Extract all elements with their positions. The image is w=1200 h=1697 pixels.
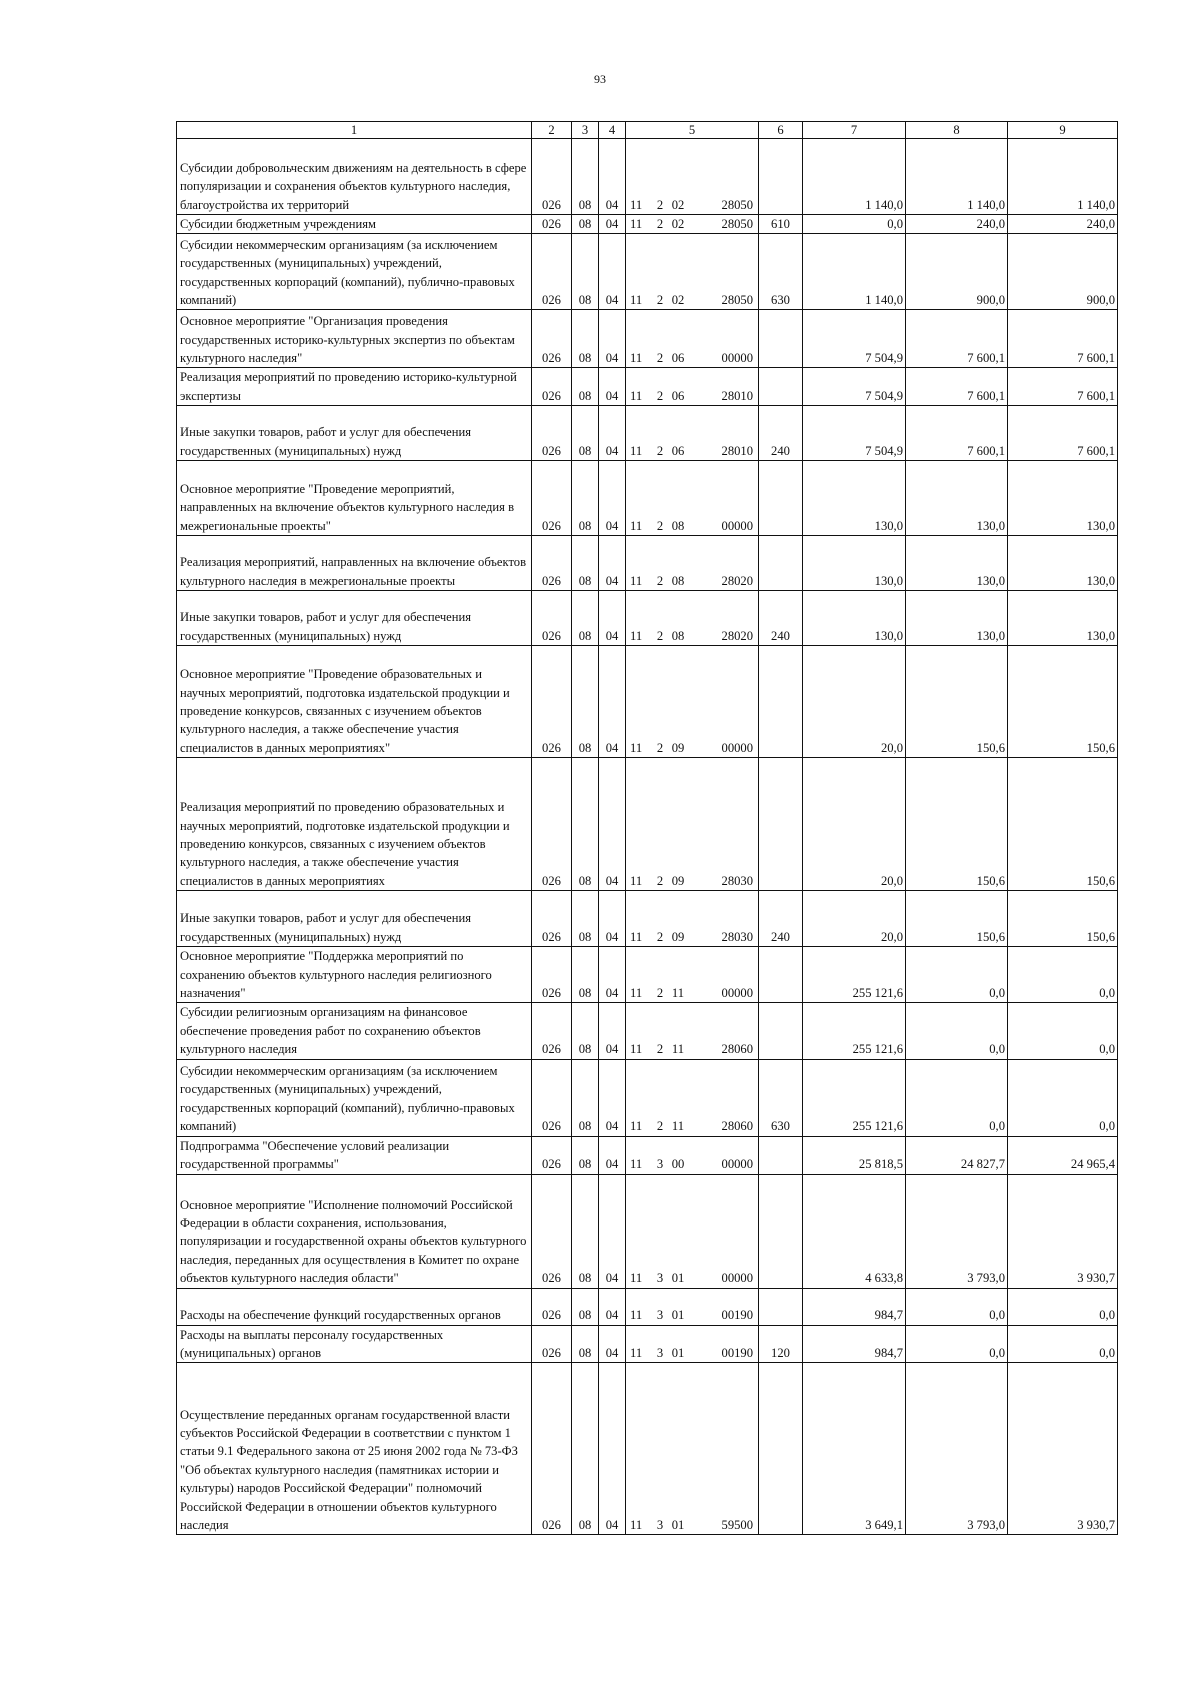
csr-part: 3 — [656, 1271, 664, 1286]
csr-part: 00190 — [721, 1346, 753, 1361]
cell-year1: 7 504,9 — [803, 406, 906, 461]
cell-year2: 0,0 — [906, 1059, 1008, 1136]
cell-csr — [626, 368, 759, 406]
cell-year1: 130,0 — [803, 461, 906, 536]
cell-year2: 0,0 — [906, 1288, 1008, 1325]
row-name: Расходы на обеспечение функций государственных органов — [177, 1288, 532, 1325]
page-number: 93 — [594, 72, 606, 86]
csr-part: 11 — [630, 929, 643, 944]
column-header: 2 — [532, 122, 572, 139]
table-row — [177, 1059, 1118, 1136]
csr-part: 11 — [630, 628, 643, 643]
column-header: 3 — [572, 122, 599, 139]
csr-part: 00000 — [721, 351, 753, 365]
cell-year2: 24 827,7 — [906, 1136, 1008, 1174]
cell-pr: 04 — [599, 1003, 626, 1059]
row-name: Реализация мероприятий по проведению образовательных и научных мероприятий, подготовке издательской продукции и проведению конкурсов, связанных с изучением объектов культурного наследия, а также обеспечение участия специалистов в данных мероприятиях — [177, 758, 532, 891]
cell-year3: 1 140,0 — [1008, 139, 1118, 215]
cell-vr — [759, 310, 803, 368]
csr-part: 00000 — [721, 740, 753, 755]
csr-part: 06 — [671, 388, 685, 403]
cell-gr: 026 — [532, 947, 572, 1003]
table-row — [177, 1363, 1118, 1535]
cell-pr: 04 — [599, 406, 626, 461]
row-name: Реализация мероприятий по проведению историко-культурной экспертизы — [177, 368, 532, 406]
cell-rz: 08 — [572, 234, 599, 310]
csr-part: 2 — [656, 873, 664, 888]
cell-gr: 026 — [532, 891, 572, 947]
cell-gr: 026 — [532, 1003, 572, 1059]
cell-year2: 900,0 — [906, 234, 1008, 310]
cell-rz: 08 — [572, 406, 599, 461]
row-name: Основное мероприятие "Проведение мероприятий, направленных на включение объектов культурного наследия в межрегиональные проекты" — [177, 461, 532, 536]
cell-pr: 04 — [599, 368, 626, 406]
csr-part: 28010 — [721, 443, 753, 458]
table-row — [177, 591, 1118, 646]
cell-rz: 08 — [572, 891, 599, 947]
csr-part: 2 — [656, 1119, 664, 1134]
table-row — [177, 368, 1118, 406]
cell-year3: 150,6 — [1008, 758, 1118, 891]
cell-vr — [759, 1136, 803, 1174]
row-name: Иные закупки товаров, работ и услуг для обеспечения государственных (муниципальных) нужд — [177, 891, 532, 947]
csr-part: 00000 — [721, 986, 753, 1001]
cell-year2: 7 600,1 — [906, 368, 1008, 406]
csr-part: 00000 — [721, 518, 753, 533]
cell-vr — [759, 1363, 803, 1535]
cell-vr — [759, 1174, 803, 1288]
cell-csr — [626, 310, 759, 368]
csr-part: 06 — [671, 351, 685, 365]
column-header: 1 — [177, 122, 532, 139]
cell-year1: 1 140,0 — [803, 139, 906, 215]
cell-year1: 255 121,6 — [803, 1003, 906, 1059]
csr-part: 11 — [630, 351, 643, 365]
csr-part: 28050 — [721, 217, 753, 231]
budget-table — [176, 121, 1118, 1535]
cell-pr: 04 — [599, 1363, 626, 1535]
csr-part: 28060 — [721, 1119, 753, 1134]
cell-year1: 255 121,6 — [803, 1059, 906, 1136]
cell-pr: 04 — [599, 1136, 626, 1174]
cell-rz: 08 — [572, 1288, 599, 1325]
cell-year2: 150,6 — [906, 646, 1008, 758]
csr-part: 28060 — [721, 1042, 753, 1057]
csr-part: 11 — [630, 1271, 643, 1286]
cell-pr: 04 — [599, 646, 626, 758]
cell-year1: 20,0 — [803, 646, 906, 758]
cell-year3: 7 600,1 — [1008, 310, 1118, 368]
table-row — [177, 406, 1118, 461]
cell-pr: 04 — [599, 139, 626, 215]
cell-gr: 026 — [532, 1363, 572, 1535]
table-row — [177, 1136, 1118, 1174]
cell-csr — [626, 646, 759, 758]
csr-part: 11 — [630, 1157, 643, 1172]
row-name: Основное мероприятие "Организация проведения государственных историко-культурных экспертиз по объектам культурного наследия" — [177, 310, 532, 368]
row-name: Иные закупки товаров, работ и услуг для обеспечения государственных (муниципальных) нужд — [177, 591, 532, 646]
cell-rz: 08 — [572, 1325, 599, 1363]
cell-csr — [626, 215, 759, 234]
csr-part: 11 — [630, 740, 643, 755]
cell-year3: 150,6 — [1008, 646, 1118, 758]
cell-gr: 026 — [532, 646, 572, 758]
row-name: Субсидии бюджетным учреждениям — [177, 215, 532, 234]
cell-year2: 130,0 — [906, 591, 1008, 646]
table-row — [177, 461, 1118, 536]
row-name: Субсидии некоммерческим организациям (за исключением государственных (муниципальных) учреждений, государственных корпораций (компаний), публично-правовых компаний) — [177, 234, 532, 310]
csr-part: 11 — [630, 518, 643, 533]
cell-rz: 08 — [572, 536, 599, 591]
cell-year2: 1 140,0 — [906, 139, 1008, 215]
cell-year3: 24 965,4 — [1008, 1136, 1118, 1174]
cell-year3: 240,0 — [1008, 215, 1118, 234]
csr-part: 11 — [630, 293, 643, 307]
csr-part: 3 — [656, 1157, 664, 1172]
csr-part: 11 — [630, 1119, 643, 1134]
cell-rz: 08 — [572, 1136, 599, 1174]
csr-part: 2 — [656, 929, 664, 944]
csr-part: 2 — [656, 1042, 664, 1057]
csr-part: 11 — [671, 1119, 685, 1134]
cell-vr: 630 — [759, 1059, 803, 1136]
csr-part: 02 — [671, 217, 685, 231]
table-row — [177, 947, 1118, 1003]
cell-year3: 3 930,7 — [1008, 1363, 1118, 1535]
cell-gr: 026 — [532, 139, 572, 215]
csr-part: 01 — [671, 1308, 685, 1323]
cell-vr — [759, 368, 803, 406]
cell-gr: 026 — [532, 406, 572, 461]
table-body — [177, 139, 1118, 1535]
csr-part: 09 — [671, 740, 685, 755]
row-name: Основное мероприятие "Исполнение полномочий Российской Федерации в области сохранения, использования, популяризации и государственной охраны объектов культурного наследия, переданных для осуществления в Комитет по охране объектов культурного наследия области" — [177, 1174, 532, 1288]
table-row — [177, 646, 1118, 758]
row-name: Подпрограмма "Обеспечение условий реализации государственной программы" — [177, 1136, 532, 1174]
csr-part: 11 — [630, 1346, 643, 1361]
table-row — [177, 310, 1118, 368]
cell-vr — [759, 947, 803, 1003]
cell-year1: 984,7 — [803, 1288, 906, 1325]
cell-year1: 1 140,0 — [803, 234, 906, 310]
csr-part: 01 — [671, 1346, 685, 1361]
cell-year2: 130,0 — [906, 536, 1008, 591]
cell-gr: 026 — [532, 461, 572, 536]
cell-year3: 0,0 — [1008, 1059, 1118, 1136]
csr-part: 11 — [671, 1042, 685, 1057]
csr-part: 11 — [630, 1518, 643, 1533]
cell-rz: 08 — [572, 1174, 599, 1288]
cell-year3: 3 930,7 — [1008, 1174, 1118, 1288]
cell-rz: 08 — [572, 368, 599, 406]
cell-rz: 08 — [572, 758, 599, 891]
csr-part: 2 — [656, 573, 664, 588]
cell-year1: 20,0 — [803, 891, 906, 947]
row-name: Основное мероприятие "Поддержка мероприятий по сохранению объектов культурного наследия религиозного назначения" — [177, 947, 532, 1003]
csr-part: 28030 — [721, 929, 753, 944]
cell-year1: 25 818,5 — [803, 1136, 906, 1174]
row-name: Субсидии религиозным организациям на финансовое обеспечение проведения работ по сохранению объектов культурного наследия — [177, 1003, 532, 1059]
cell-gr: 026 — [532, 310, 572, 368]
column-header: 9 — [1008, 122, 1118, 139]
cell-csr — [626, 1288, 759, 1325]
cell-year3: 0,0 — [1008, 1325, 1118, 1363]
csr-part: 06 — [671, 443, 685, 458]
csr-part: 11 — [630, 217, 643, 231]
cell-gr: 026 — [532, 1136, 572, 1174]
cell-year2: 150,6 — [906, 758, 1008, 891]
cell-rz: 08 — [572, 1363, 599, 1535]
cell-pr: 04 — [599, 947, 626, 1003]
cell-rz: 08 — [572, 591, 599, 646]
cell-year3: 900,0 — [1008, 234, 1118, 310]
cell-csr — [626, 1059, 759, 1136]
cell-gr: 026 — [532, 1288, 572, 1325]
cell-vr — [759, 758, 803, 891]
cell-year1: 130,0 — [803, 536, 906, 591]
csr-part: 08 — [671, 628, 685, 643]
csr-part: 11 — [630, 986, 643, 1001]
cell-year1: 984,7 — [803, 1325, 906, 1363]
csr-part: 2 — [656, 217, 664, 231]
csr-part: 11 — [630, 388, 643, 403]
cell-gr: 026 — [532, 1325, 572, 1363]
cell-csr — [626, 536, 759, 591]
csr-part: 28010 — [721, 388, 753, 403]
cell-year1: 7 504,9 — [803, 368, 906, 406]
row-name: Субсидии добровольческим движениям на деятельность в сфере популяризации и сохранения объектов культурного наследия, благоустройства их территорий — [177, 139, 532, 215]
csr-part: 09 — [671, 873, 685, 888]
cell-year2: 7 600,1 — [906, 406, 1008, 461]
cell-pr: 04 — [599, 461, 626, 536]
csr-part: 08 — [671, 573, 685, 588]
table-row — [177, 1003, 1118, 1059]
cell-vr — [759, 139, 803, 215]
cell-year1: 3 649,1 — [803, 1363, 906, 1535]
csr-part: 00000 — [721, 1271, 753, 1286]
table-row — [177, 1288, 1118, 1325]
csr-part: 02 — [671, 197, 685, 212]
csr-part: 28050 — [721, 293, 753, 307]
cell-csr — [626, 1003, 759, 1059]
column-header: 4 — [599, 122, 626, 139]
csr-part: 2 — [656, 388, 664, 403]
cell-pr: 04 — [599, 1174, 626, 1288]
cell-csr — [626, 1136, 759, 1174]
cell-pr: 04 — [599, 1288, 626, 1325]
table-row — [177, 536, 1118, 591]
cell-pr: 04 — [599, 591, 626, 646]
cell-gr: 026 — [532, 215, 572, 234]
cell-rz: 08 — [572, 215, 599, 234]
cell-vr: 630 — [759, 234, 803, 310]
cell-year2: 130,0 — [906, 461, 1008, 536]
table-row — [177, 758, 1118, 891]
cell-rz: 08 — [572, 139, 599, 215]
csr-part: 3 — [656, 1308, 664, 1323]
csr-part: 11 — [671, 986, 685, 1001]
csr-part: 11 — [630, 197, 643, 212]
cell-rz: 08 — [572, 310, 599, 368]
cell-vr — [759, 646, 803, 758]
csr-part: 2 — [656, 518, 664, 533]
cell-year1: 4 633,8 — [803, 1174, 906, 1288]
table-row — [177, 215, 1118, 234]
table-row — [177, 234, 1118, 310]
cell-gr: 026 — [532, 368, 572, 406]
csr-part: 2 — [656, 986, 664, 1001]
cell-year3: 0,0 — [1008, 1003, 1118, 1059]
csr-part: 2 — [656, 197, 664, 212]
table-row — [177, 1325, 1118, 1363]
cell-vr — [759, 461, 803, 536]
cell-year2: 7 600,1 — [906, 310, 1008, 368]
csr-part: 28050 — [721, 197, 753, 212]
cell-year3: 130,0 — [1008, 591, 1118, 646]
csr-part: 00000 — [721, 1157, 753, 1172]
csr-part: 00190 — [721, 1308, 753, 1323]
cell-pr: 04 — [599, 310, 626, 368]
cell-rz: 08 — [572, 1003, 599, 1059]
cell-year1: 7 504,9 — [803, 310, 906, 368]
cell-pr: 04 — [599, 891, 626, 947]
csr-part: 01 — [671, 1518, 685, 1533]
csr-part: 2 — [656, 628, 664, 643]
cell-gr: 026 — [532, 1059, 572, 1136]
csr-part: 28020 — [721, 628, 753, 643]
row-name: Осуществление переданных органам государственной власти субъектов Российской Федерации в соответствии с пунктом 1 статьи 9.1 Федерального закона от 25 июня 2002 года № 73-ФЗ "Об объектах культурного наследия (памятниках истории и культуры) народов Российской Федерации" полномочий Российской Федерации в отношении объектов культурного наследия — [177, 1363, 532, 1535]
cell-pr: 04 — [599, 1325, 626, 1363]
cell-gr: 026 — [532, 234, 572, 310]
cell-rz: 08 — [572, 646, 599, 758]
cell-pr: 04 — [599, 758, 626, 891]
column-header: 7 — [803, 122, 906, 139]
csr-part: 09 — [671, 929, 685, 944]
cell-csr — [626, 1174, 759, 1288]
cell-rz: 08 — [572, 461, 599, 536]
cell-year1: 130,0 — [803, 591, 906, 646]
cell-csr — [626, 591, 759, 646]
cell-rz: 08 — [572, 1059, 599, 1136]
cell-year1: 255 121,6 — [803, 947, 906, 1003]
cell-csr — [626, 139, 759, 215]
cell-rz: 08 — [572, 947, 599, 1003]
cell-gr: 026 — [532, 1174, 572, 1288]
cell-csr — [626, 891, 759, 947]
cell-csr — [626, 234, 759, 310]
row-name: Реализация мероприятий, направленных на включение объектов культурного наследия в межрегиональные проекты — [177, 536, 532, 591]
cell-year2: 0,0 — [906, 947, 1008, 1003]
cell-pr: 04 — [599, 215, 626, 234]
cell-csr — [626, 1363, 759, 1535]
csr-part: 28030 — [721, 873, 753, 888]
cell-year3: 130,0 — [1008, 536, 1118, 591]
table-row — [177, 891, 1118, 947]
cell-vr — [759, 536, 803, 591]
cell-year3: 150,6 — [1008, 891, 1118, 947]
csr-part: 11 — [630, 1042, 643, 1057]
cell-pr: 04 — [599, 234, 626, 310]
cell-year3: 0,0 — [1008, 1288, 1118, 1325]
row-name: Субсидии некоммерческим организациям (за исключением государственных (муниципальных) учреждений, государственных корпораций (компаний), публично-правовых компаний) — [177, 1059, 532, 1136]
column-header: 8 — [906, 122, 1008, 139]
cell-year3: 7 600,1 — [1008, 406, 1118, 461]
header-row — [177, 122, 1118, 139]
csr-part: 11 — [630, 1308, 643, 1323]
cell-year2: 3 793,0 — [906, 1174, 1008, 1288]
cell-year3: 130,0 — [1008, 461, 1118, 536]
cell-vr: 610 — [759, 215, 803, 234]
column-header: 6 — [759, 122, 803, 139]
cell-csr — [626, 947, 759, 1003]
cell-year1: 20,0 — [803, 758, 906, 891]
row-name: Основное мероприятие "Проведение образовательных и научных мероприятий, подготовка издательской продукции и проведение конкурсов, связанных с изучением объектов культурного наследия, а также обеспечение участия специалистов в данных мероприятиях" — [177, 646, 532, 758]
row-name: Иные закупки товаров, работ и услуг для обеспечения государственных (муниципальных) нужд — [177, 406, 532, 461]
cell-vr: 120 — [759, 1325, 803, 1363]
csr-part: 2 — [656, 443, 664, 458]
cell-pr: 04 — [599, 536, 626, 591]
csr-part: 11 — [630, 573, 643, 588]
cell-year3: 7 600,1 — [1008, 368, 1118, 406]
csr-part: 01 — [671, 1271, 685, 1286]
table-row — [177, 139, 1118, 215]
cell-vr: 240 — [759, 591, 803, 646]
cell-csr — [626, 406, 759, 461]
column-header: 5 — [626, 122, 759, 139]
cell-year2: 150,6 — [906, 891, 1008, 947]
cell-vr — [759, 1003, 803, 1059]
csr-part: 2 — [656, 351, 664, 365]
cell-gr: 026 — [532, 591, 572, 646]
csr-part: 02 — [671, 293, 685, 307]
cell-vr: 240 — [759, 406, 803, 461]
cell-csr — [626, 758, 759, 891]
cell-year1: 0,0 — [803, 215, 906, 234]
csr-part: 59500 — [721, 1518, 753, 1533]
csr-part: 3 — [656, 1346, 664, 1361]
csr-part: 00 — [671, 1157, 685, 1172]
row-name: Расходы на выплаты персоналу государственных (муниципальных) органов — [177, 1325, 532, 1363]
table-row — [177, 1174, 1118, 1288]
cell-vr — [759, 1288, 803, 1325]
cell-gr: 026 — [532, 536, 572, 591]
cell-year2: 0,0 — [906, 1325, 1008, 1363]
csr-part: 11 — [630, 873, 643, 888]
csr-part: 2 — [656, 293, 664, 307]
csr-part: 3 — [656, 1518, 664, 1533]
csr-part: 11 — [630, 443, 643, 458]
cell-year2: 0,0 — [906, 1003, 1008, 1059]
cell-pr: 04 — [599, 1059, 626, 1136]
cell-year2: 240,0 — [906, 215, 1008, 234]
csr-part: 2 — [656, 740, 664, 755]
csr-part: 08 — [671, 518, 685, 533]
cell-year3: 0,0 — [1008, 947, 1118, 1003]
cell-csr — [626, 461, 759, 536]
cell-gr: 026 — [532, 758, 572, 891]
csr-part: 28020 — [721, 573, 753, 588]
cell-year2: 3 793,0 — [906, 1363, 1008, 1535]
cell-vr: 240 — [759, 891, 803, 947]
cell-csr — [626, 1325, 759, 1363]
